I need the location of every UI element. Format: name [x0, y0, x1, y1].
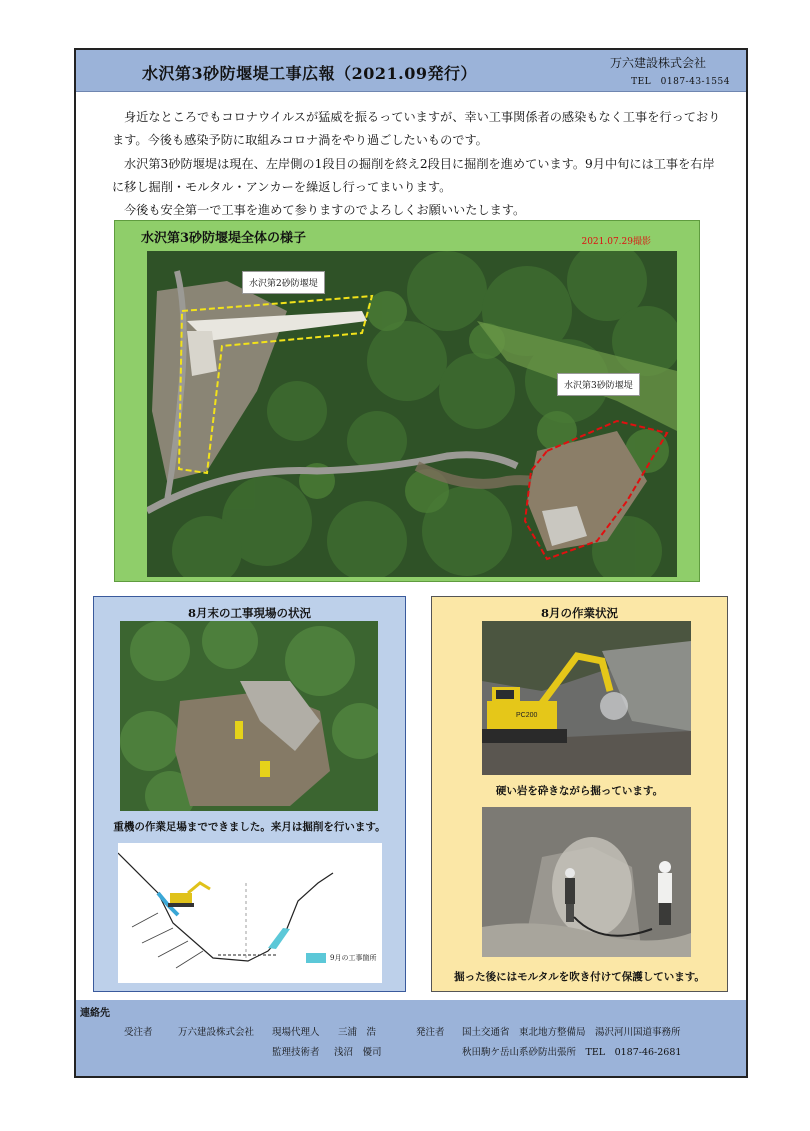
overview-date: 2021.07.29撮影: [581, 237, 651, 247]
excavator-model-label: PC200: [516, 712, 538, 719]
intro-paragraph-1: 身近なところでもコロナウイルスが猛威を振るっていますが、幸い工事関係者の感染もなく工事を行っております。今後も感染予防に取組みコロナ渦をやり過ごしたいものです。: [112, 110, 721, 148]
contact-label: 連絡先: [80, 1008, 110, 1019]
label-dam3: 水沢第3砂防堰堤: [557, 373, 640, 396]
client-office: 秋田駒ケ岳山系砂防出張所 TEL 0187-46-2681: [462, 1047, 682, 1058]
company-tel: TEL 0187-43-1554: [631, 77, 730, 87]
contractor-label: 受注者: [124, 1027, 153, 1038]
site-agent-label: 現場代理人: [272, 1027, 320, 1038]
company-name: 万六建設株式会社: [609, 56, 706, 70]
excavator-photo: [482, 621, 691, 775]
site-agent-name: 三浦 浩: [338, 1027, 377, 1038]
work-caption-1: 硬い岩を砕きながら掘っています。: [495, 785, 664, 797]
intro-paragraph-2: 水沢第3砂防堰堤は現在、左岸側の1段目の掘削を終え2段目に掘削を進めています。9月中旬には工事を右岸に移し掘削・モルタル・アンカーを繰返し行ってまいります。: [112, 156, 715, 194]
excavator-photo-drawing: [482, 621, 691, 775]
shotcrete-photo-drawing: [482, 807, 691, 957]
aerial-photo-drawing: [147, 251, 677, 577]
client-org: 国土交通省 東北地方整備局 湯沢河川国道事務所: [462, 1027, 681, 1038]
overview-panel: [114, 220, 700, 582]
newsletter-page: [74, 48, 748, 1078]
page-title: 水沢第3砂防堰堤工事広報（2021.09発行）: [142, 64, 478, 83]
intro-paragraph-3: 今後も安全第一で工事を進めて参りますのでよろしくお願いいたします。: [124, 203, 526, 218]
site-status-title: 8月末の工事現場の状況: [187, 606, 311, 620]
worker-left: [565, 868, 575, 922]
engineer-name: 浅沼 優司: [334, 1047, 382, 1058]
work-status-title: 8月の作業状況: [540, 606, 618, 620]
intro-text: [112, 106, 722, 222]
diagram-legend: 9月の工事箇所: [330, 954, 377, 962]
client-label: 発注者: [416, 1027, 445, 1038]
shotcrete-photo: [482, 807, 691, 957]
label-dam2: 水沢第2砂防堰堤: [242, 271, 325, 294]
aerial-photo: [147, 251, 677, 577]
engineer-label: 監理技術者: [272, 1047, 320, 1058]
header-band: [76, 50, 746, 92]
work-status-panel: [431, 596, 728, 992]
cross-section-diagram: [118, 843, 382, 983]
site-status-photo: [120, 621, 378, 811]
contractor-name: 万六建設株式会社: [178, 1027, 255, 1038]
footer-contact: [76, 1000, 746, 1076]
overview-title: 水沢第3砂防堰堤全体の様子: [141, 231, 307, 246]
site-status-photo-drawing: [120, 621, 378, 811]
site-status-caption: 重機の作業足場までできました。来月は掘削を行います。: [113, 821, 386, 833]
work-caption-2: 掘った後にはモルタルを吹き付けて保護しています。: [454, 971, 705, 983]
site-status-panel: [93, 596, 406, 992]
